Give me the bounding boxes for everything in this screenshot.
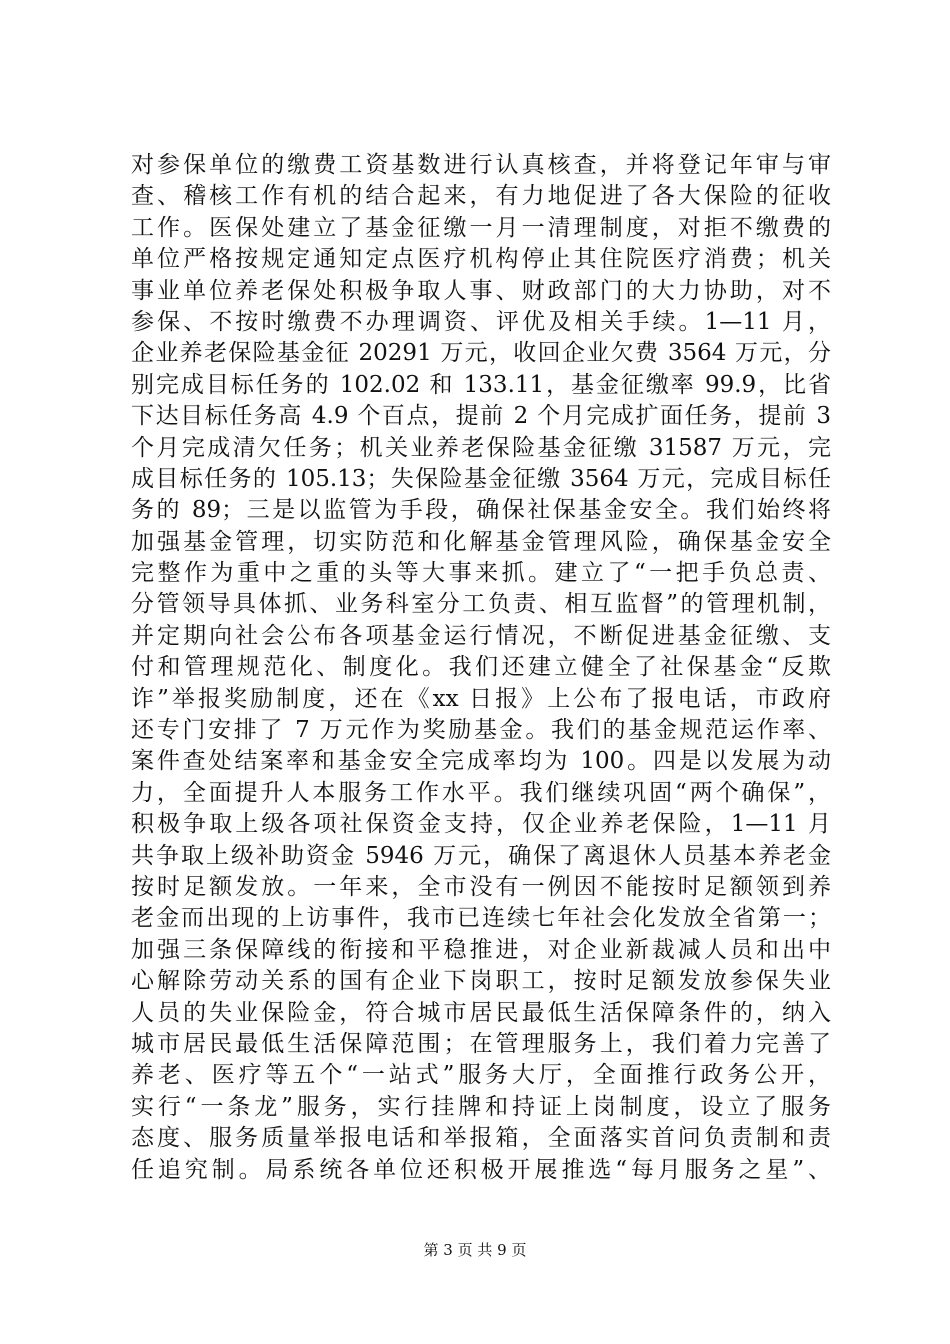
- text-line: 加强基金管理，切实防范和化解基金管理风险，确保基金安全: [131, 528, 831, 555]
- text-line: 工作。医保处建立了基金征缴一月一清理制度，对拒不缴费的: [131, 214, 831, 241]
- text-line: 对参保单位的缴费工资基数进行认真核查，并将登记年审与审: [131, 152, 831, 178]
- text-line: 养老、医疗等五个“一站式”服务大厅，全面推行政务公开，: [131, 1062, 831, 1089]
- text-line: 务的 89；三是以监管为手段，确保社保基金安全。我们始终将: [131, 497, 831, 524]
- text-line: 并定期向社会公布各项基金运行情况，不断促进基金征缴、支: [131, 622, 831, 649]
- text-line: 分管领导具体抓、业务科室分工负责、相互监督”的管理机制，: [131, 591, 831, 618]
- text-line: 别完成目标任务的 102.02 和 133.11，基金征缴率 99.9，比省: [131, 371, 831, 398]
- page-number-footer: 第 3 页 共 9 页: [423, 1241, 527, 1259]
- body-text: [131, 150, 831, 1186]
- text-line: 按时足额发放。一年来，全市没有一例因不能按时足额领到养: [131, 873, 831, 900]
- text-line: 下达目标任务高 4.9 个百点，提前 2 个月完成扩面任务，提前 3: [131, 403, 831, 430]
- text-line: 参保、不按时缴费不办理调资、评优及相关手续。1—11 月，: [131, 308, 831, 335]
- text-line: 付和管理规范化、制度化。我们还建立健全了社保基金“反欺: [131, 654, 831, 681]
- text-line: 态度、服务质量举报电话和举报箱，全面落实首问负责制和责: [131, 1125, 831, 1152]
- text-line: 案件查处结案率和基金安全完成率均为 100。四是以发展为动: [131, 748, 831, 775]
- text-line: 任追究制。局系统各单位还积极开展推选“每月服务之星”、: [131, 1156, 831, 1183]
- text-line: 事业单位养老保处积极争取人事、财政部门的大力协助，对不: [131, 277, 831, 304]
- text-line: 成目标任务的 105.13；失保险基金征缴 3564 万元，完成目标任: [131, 465, 831, 492]
- text-line: 单位严格按规定通知定点医疗机构停止其住院医疗消费；机关: [131, 246, 831, 273]
- text-line: 城市居民最低生活保障范围；在管理服务上，我们着力完善了: [131, 1030, 831, 1057]
- text-line: 诈”举报奖励制度，还在《xx 日报》上公布了报电话，市政府: [131, 685, 831, 712]
- text-line: 心解除劳动关系的国有企业下岗职工，按时足额发放参保失业: [131, 968, 831, 995]
- text-line: 查、稽核工作有机的结合起来，有力地促进了各大保险的征收: [131, 183, 831, 210]
- text-line: 还专门安排了 7 万元作为奖励基金。我们的基金规范运作率、: [131, 717, 831, 744]
- text-line: 企业养老保险基金征 20291 万元，收回企业欠费 3564 万元，分: [131, 340, 831, 367]
- text-line: 人员的失业保险金，符合城市居民最低生活保障条件的，纳入: [131, 999, 831, 1026]
- text-line: 共争取上级补助资金 5946 万元，确保了离退休人员基本养老金: [131, 842, 831, 869]
- text-line: 个月完成清欠任务；机关业养老保险基金征缴 31587 万元，完: [131, 434, 831, 461]
- text-line: 实行“一条龙”服务，实行挂牌和持证上岗制度，设立了服务: [131, 1093, 831, 1120]
- text-line: 完整作为重中之重的头等大事来抓。建立了“一把手负总责、: [131, 560, 831, 587]
- text-line: 力，全面提升人本服务工作水平。我们继续巩固“两个确保”，: [131, 779, 831, 806]
- text-line: 积极争取上级各项社保资金支持，仅企业养老保险，1—11 月: [131, 811, 831, 838]
- text-line: 老金而出现的上访事件，我市已连续七年社会化发放全省第一；: [131, 905, 831, 932]
- text-line: 加强三条保障线的衔接和平稳推进，对企业新裁减人员和出中: [131, 936, 831, 963]
